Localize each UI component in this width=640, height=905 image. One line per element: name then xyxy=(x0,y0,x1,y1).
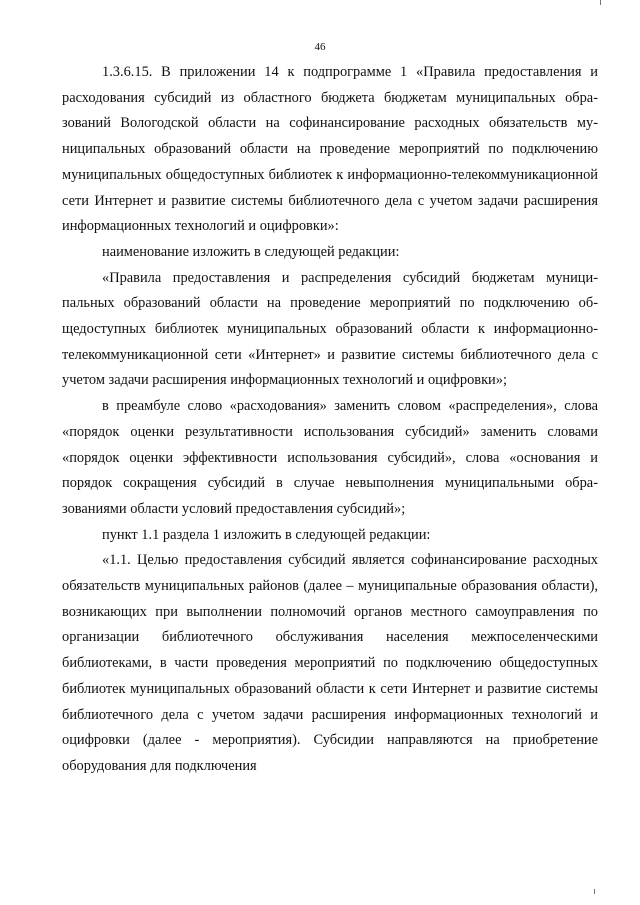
page-number: 46 xyxy=(314,41,326,53)
paragraph-point-1-1-text: «1.1. Целью предоставления субсидий является софинансирование расходных обязательств муниципальных районов (далее – муниципальные образования области), возникающих при выполнении полномочий органов местного самоуправления по организации библиотечного обслуживания населения межпоселенческими библиотеками, в части проведения мероприятий по подключению общедоступных библиотек муниципальных образований области к сети Интернет и развитие системы библиотечного дела с учетом задачи расширения информационных технологий и оцифровки (далее - мероприятия). Субсидии направляются на приобретение оборудования для подключения xyxy=(62,552,598,774)
scan-mark-bottom xyxy=(594,889,595,894)
paragraph-1-3-6-15: 1.3.6.15. В приложении 14 к подпрограмме 1 «Правила предоставления и расходования субсидий из областного бюджета бюджетам муниципальных образований Вологодской области на софинансирование расходных обязательств муниципальных образований области на проведение мероприятий по подключению муниципальных общедоступных библиотек к информационно-телекоммуникационной сети Интернет и развитие системы библиотечного дела с учетом задачи расширения информационных технологий и оцифровки»: xyxy=(62,64,598,235)
paragraph-point-1-1-change: пункт 1.1 раздела 1 изложить в следующей редакции: xyxy=(102,526,431,543)
document-body xyxy=(62,60,598,780)
scan-mark-top xyxy=(600,0,601,5)
paragraph-new-title: «Правила предоставления и распределения субсидий бюджетам муниципальных образований области на проведение мероприятий по подключению общедоступных библиотек муниципальных образований области к информационно-телекоммуникационной сети «Интернет» и развитие системы библиотечного дела с учетом задачи расширения информационных технологий и оцифровки»; xyxy=(62,269,598,389)
paragraph-name-change: наименование изложить в следующей редакции: xyxy=(102,243,400,260)
paragraph-preamble-change: в преамбуле слово «расходования» заменить словом «распределения», слова «порядок оценки результативности использования субсидий» заменить словами «порядок оценки эффективности использования субсидий», слова «основания и порядок сокращения субсидий в случае невыполнения муниципальными образованиями области условий предоставления субсидий»; xyxy=(62,398,598,517)
